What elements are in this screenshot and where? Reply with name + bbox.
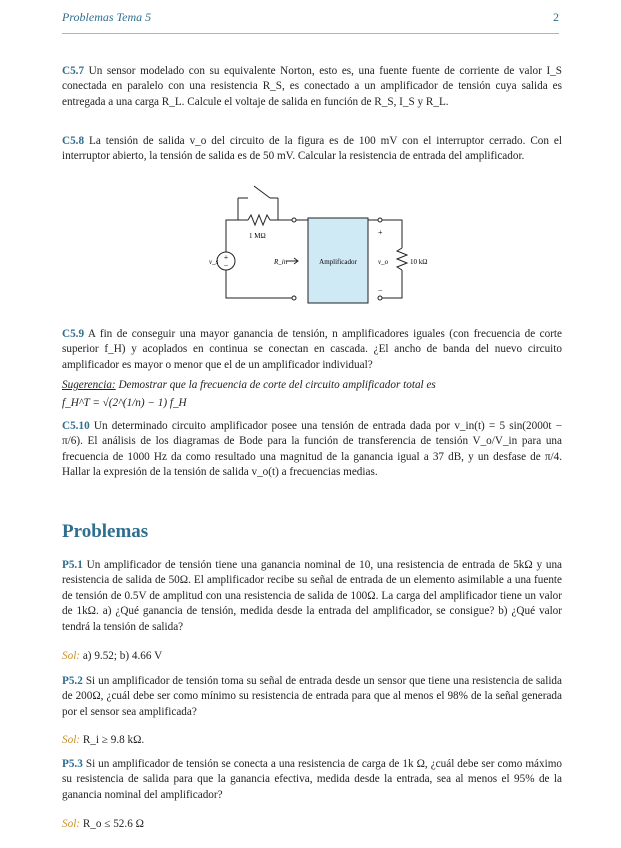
solution-value: R_i ≥ 9.8 kΩ. bbox=[82, 734, 145, 746]
source-bottom-wire bbox=[226, 270, 292, 298]
solution-label: Sol: bbox=[62, 818, 81, 830]
load-resistor bbox=[397, 248, 407, 270]
exercise-text: A fin de conseguir una mayor ganancia de tensión, n amplificadores iguales (con frecuencia de corte superior f_H) y acoplados en continua se conectan en cascada. ¿El ancho de banda del nuevo circuito amplificador es mayor o menor que el de un amplificador individual? bbox=[62, 328, 562, 371]
vout-label: v_o bbox=[378, 258, 389, 266]
header-title: Problemas Tema 5 bbox=[62, 10, 152, 24]
problem-id: P5.3 bbox=[62, 758, 83, 770]
output-terminal-bottom bbox=[378, 296, 382, 300]
input-terminal-top bbox=[292, 218, 296, 222]
problem-text: Un amplificador de tensión tiene una ganancia nominal de 10, una resistencia de entrada de 5kΩ y una resistencia de salida de 50Ω. El amplificador recibe su señal de entrada de un elemento asimilable a una fuente de tensión de 0.5V de amplitud con una resistencia de salida de 100Ω. La carga del amplificador tiene un valor de 1kΩ. a) ¿Qué ganancia de tensión, medida desde la entrada del amplificador, se consigue? b) ¿Qué valor tendrá la tensión de salida? bbox=[62, 559, 562, 633]
solution-p53 bbox=[62, 818, 144, 830]
solution-label: Sol: bbox=[62, 650, 81, 662]
hint-formula: f_H^T = √(2^(1/n) − 1) f_H bbox=[62, 397, 187, 409]
problem-text: Si un amplificador de tensión toma su señal de entrada desde un sensor que tiene una resistencia de salida de 200Ω, ¿cuál debe ser como mínimo su resistencia de entrada para que al menos el 98% de la señal generada por el sensor sea amplificada? bbox=[62, 675, 562, 718]
solution-p52 bbox=[62, 734, 144, 746]
exercise-id: C5.8 bbox=[62, 135, 85, 147]
exercise-id: C5.7 bbox=[62, 65, 85, 77]
exercise-c59 bbox=[62, 327, 562, 373]
load-bottom-wire bbox=[382, 270, 402, 298]
exercise-c58 bbox=[62, 134, 562, 165]
amplifier-label: Amplificador bbox=[319, 258, 357, 266]
page-number: 2 bbox=[553, 10, 559, 24]
problem-id: P5.1 bbox=[62, 559, 83, 571]
source-plus-sign: + bbox=[223, 253, 229, 262]
series-resistor bbox=[248, 215, 270, 225]
solution-value: a) 9.52; b) 4.66 V bbox=[82, 650, 163, 662]
exercise-c510 bbox=[62, 419, 562, 481]
problem-p53 bbox=[62, 757, 562, 803]
solution-value: R_o ≤ 52.6 Ω bbox=[82, 818, 144, 830]
output-plus-sign: + bbox=[378, 228, 383, 237]
hint-text: Demostrar que la frecuencia de corte del circuito amplificador total es bbox=[118, 379, 436, 391]
source-label: v_s bbox=[209, 258, 219, 266]
exercise-id: C5.10 bbox=[62, 420, 90, 432]
output-minus-sign: − bbox=[378, 286, 383, 295]
switch-blade bbox=[254, 186, 270, 198]
load-label: 10 kΩ bbox=[410, 258, 428, 266]
circuit-figure bbox=[190, 180, 440, 305]
rin-label: R_in bbox=[274, 258, 288, 266]
input-terminal-bottom bbox=[292, 296, 296, 300]
problem-id: P5.2 bbox=[62, 675, 83, 687]
output-terminal-top bbox=[378, 218, 382, 222]
section-title: Problemas bbox=[62, 521, 149, 542]
header-rule bbox=[62, 33, 559, 34]
problem-p52 bbox=[62, 674, 562, 720]
solution-p51 bbox=[62, 650, 162, 662]
exercise-text: La tensión de salida v_o del circuito de la figura es de 100 mV con el interruptor cerrado. Con el interruptor abierto, la tensión de salida es de 50 mV. Calcular la resistencia de entrada del amplificador. bbox=[62, 135, 562, 163]
exercise-text: Un determinado circuito amplificador posee una tensión de entrada dada por v_in(t) = 5 sin(2000t − π/6). El análisis de los diagramas de Bode para la función de transferencia de tensión V_o/V_in para una frecuencia de 1000 Hz da como resultado una magnitud de la ganancia igual a 37 dB, y un desfase de π/4. Hallar la expresión de la tensión de salida v_o(t) a frecuencias medias. bbox=[62, 420, 563, 479]
exercise-c59-hint bbox=[62, 378, 562, 393]
source-minus-sign: − bbox=[223, 261, 229, 270]
problem-p51 bbox=[62, 558, 562, 635]
exercise-id: C5.9 bbox=[62, 328, 85, 340]
series-resistor-label: 1 MΩ bbox=[249, 232, 266, 240]
load-top-wire bbox=[382, 220, 402, 248]
exercise-text: Un sensor modelado con su equivalente Norton, esto es, una fuente fuente de corriente de valor I_S conectada en paralelo con una resistencia R_S, es conectado a un amplificador de tensión cuya salida es entregada a una carga R_L. Calcule el voltaje de salida en función de R_S, I_S y R_L. bbox=[62, 65, 562, 108]
solution-label: Sol: bbox=[62, 734, 81, 746]
problem-text: Si un amplificador de tensión se conecta a una resistencia de carga de 1k Ω, ¿cuál debe ser como máximo su resistencia de salida para que la ganancia efectiva, medida desde la entrada, sea al menos el 95% de la ganancia nominal del amplificador? bbox=[62, 758, 563, 801]
source-top-wire bbox=[226, 220, 248, 252]
exercise-c57 bbox=[62, 64, 562, 110]
hint-label: Sugerencia: bbox=[62, 379, 116, 391]
page-header bbox=[62, 10, 559, 32]
